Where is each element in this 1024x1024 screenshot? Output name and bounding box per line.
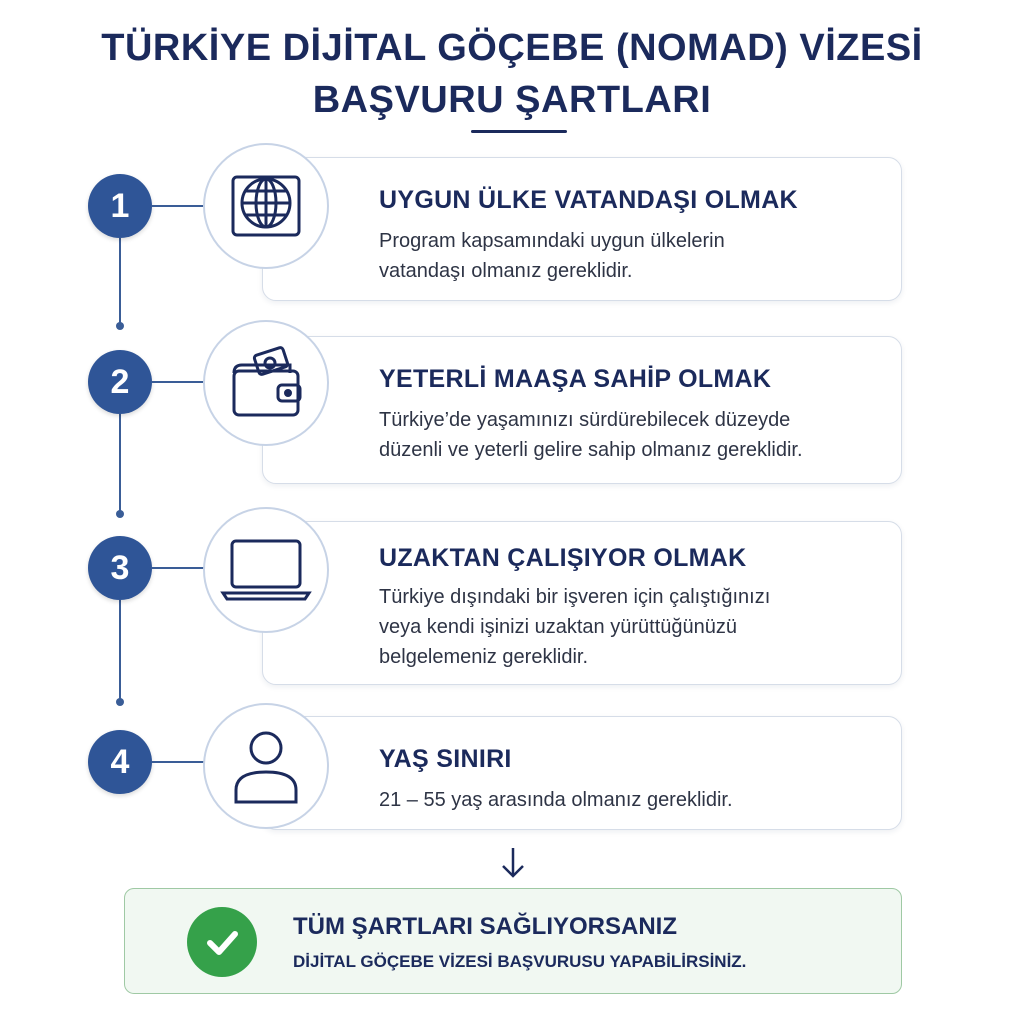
- wallet-icon: [226, 343, 306, 423]
- person-icon: [231, 726, 301, 806]
- globe-icon: [229, 169, 303, 243]
- step-card-1: [262, 157, 902, 301]
- timeline-dot: [116, 510, 124, 518]
- step-title: YETERLİ MAAŞA SAHİP OLMAK: [379, 365, 772, 393]
- step-description: Türkiye dışındaki bir işveren için çalıştığınızı veya kendi işinizi uzaktan yürüttüğünüzü belgelemeniz gereklidir.: [379, 586, 771, 668]
- timeline-segment: [119, 600, 121, 702]
- person-icon-circle: [203, 703, 329, 829]
- timeline-segment: [119, 414, 121, 514]
- step-connector: [152, 567, 204, 569]
- result-subtitle: DİJİTAL GÖÇEBE VİZESİ BAŞVURUSU YAPABİLİRSİNİZ.: [293, 952, 747, 971]
- laptop-icon-circle: [203, 507, 329, 633]
- step-number-badge: 1: [88, 174, 152, 238]
- step-connector: [152, 761, 204, 763]
- timeline-dot: [116, 698, 124, 706]
- step-connector: [152, 381, 204, 383]
- step-card-4: [262, 716, 902, 830]
- step-title: UYGUN ÜLKE VATANDAŞI OLMAK: [379, 186, 798, 214]
- timeline-segment: [119, 238, 121, 326]
- step-title: YAŞ SINIRI: [379, 745, 512, 773]
- step-number-badge: 2: [88, 350, 152, 414]
- arrow-down-icon: [499, 846, 527, 880]
- step-description: Türkiye’de yaşamınızı sürdürebilecek düzeyde düzenli ve yeterli gelire sahip olmanız gereklidir.: [379, 409, 803, 461]
- checkmark-icon: [187, 907, 257, 977]
- timeline-dot: [116, 322, 124, 330]
- laptop-icon: [220, 535, 312, 605]
- result-title: TÜM ŞARTLARI SAĞLIYORSANIZ: [293, 913, 677, 940]
- wallet-icon-circle: [203, 320, 329, 446]
- step-number-badge: 3: [88, 536, 152, 600]
- step-description: Program kapsamındaki uygun ülkelerin vatandaşı olmanız gereklidir.: [379, 230, 725, 282]
- result-banner: [124, 888, 902, 994]
- title-underline: [471, 130, 567, 133]
- step-card-3: [262, 521, 902, 685]
- title-line-1: TÜRKİYE DİJİTAL GÖÇEBE (NOMAD) VİZESİ: [101, 27, 923, 69]
- page-title: [0, 22, 1024, 126]
- step-connector: [152, 205, 204, 207]
- step-number-badge: 4: [88, 730, 152, 794]
- title-line-2: BAŞVURU ŞARTLARI: [312, 79, 712, 121]
- step-description: 21 – 55 yaş arasında olmanız gereklidir.: [379, 789, 733, 811]
- step-card-2: [262, 336, 902, 484]
- globe-icon-circle: [203, 143, 329, 269]
- step-title: UZAKTAN ÇALIŞIYOR OLMAK: [379, 544, 747, 572]
